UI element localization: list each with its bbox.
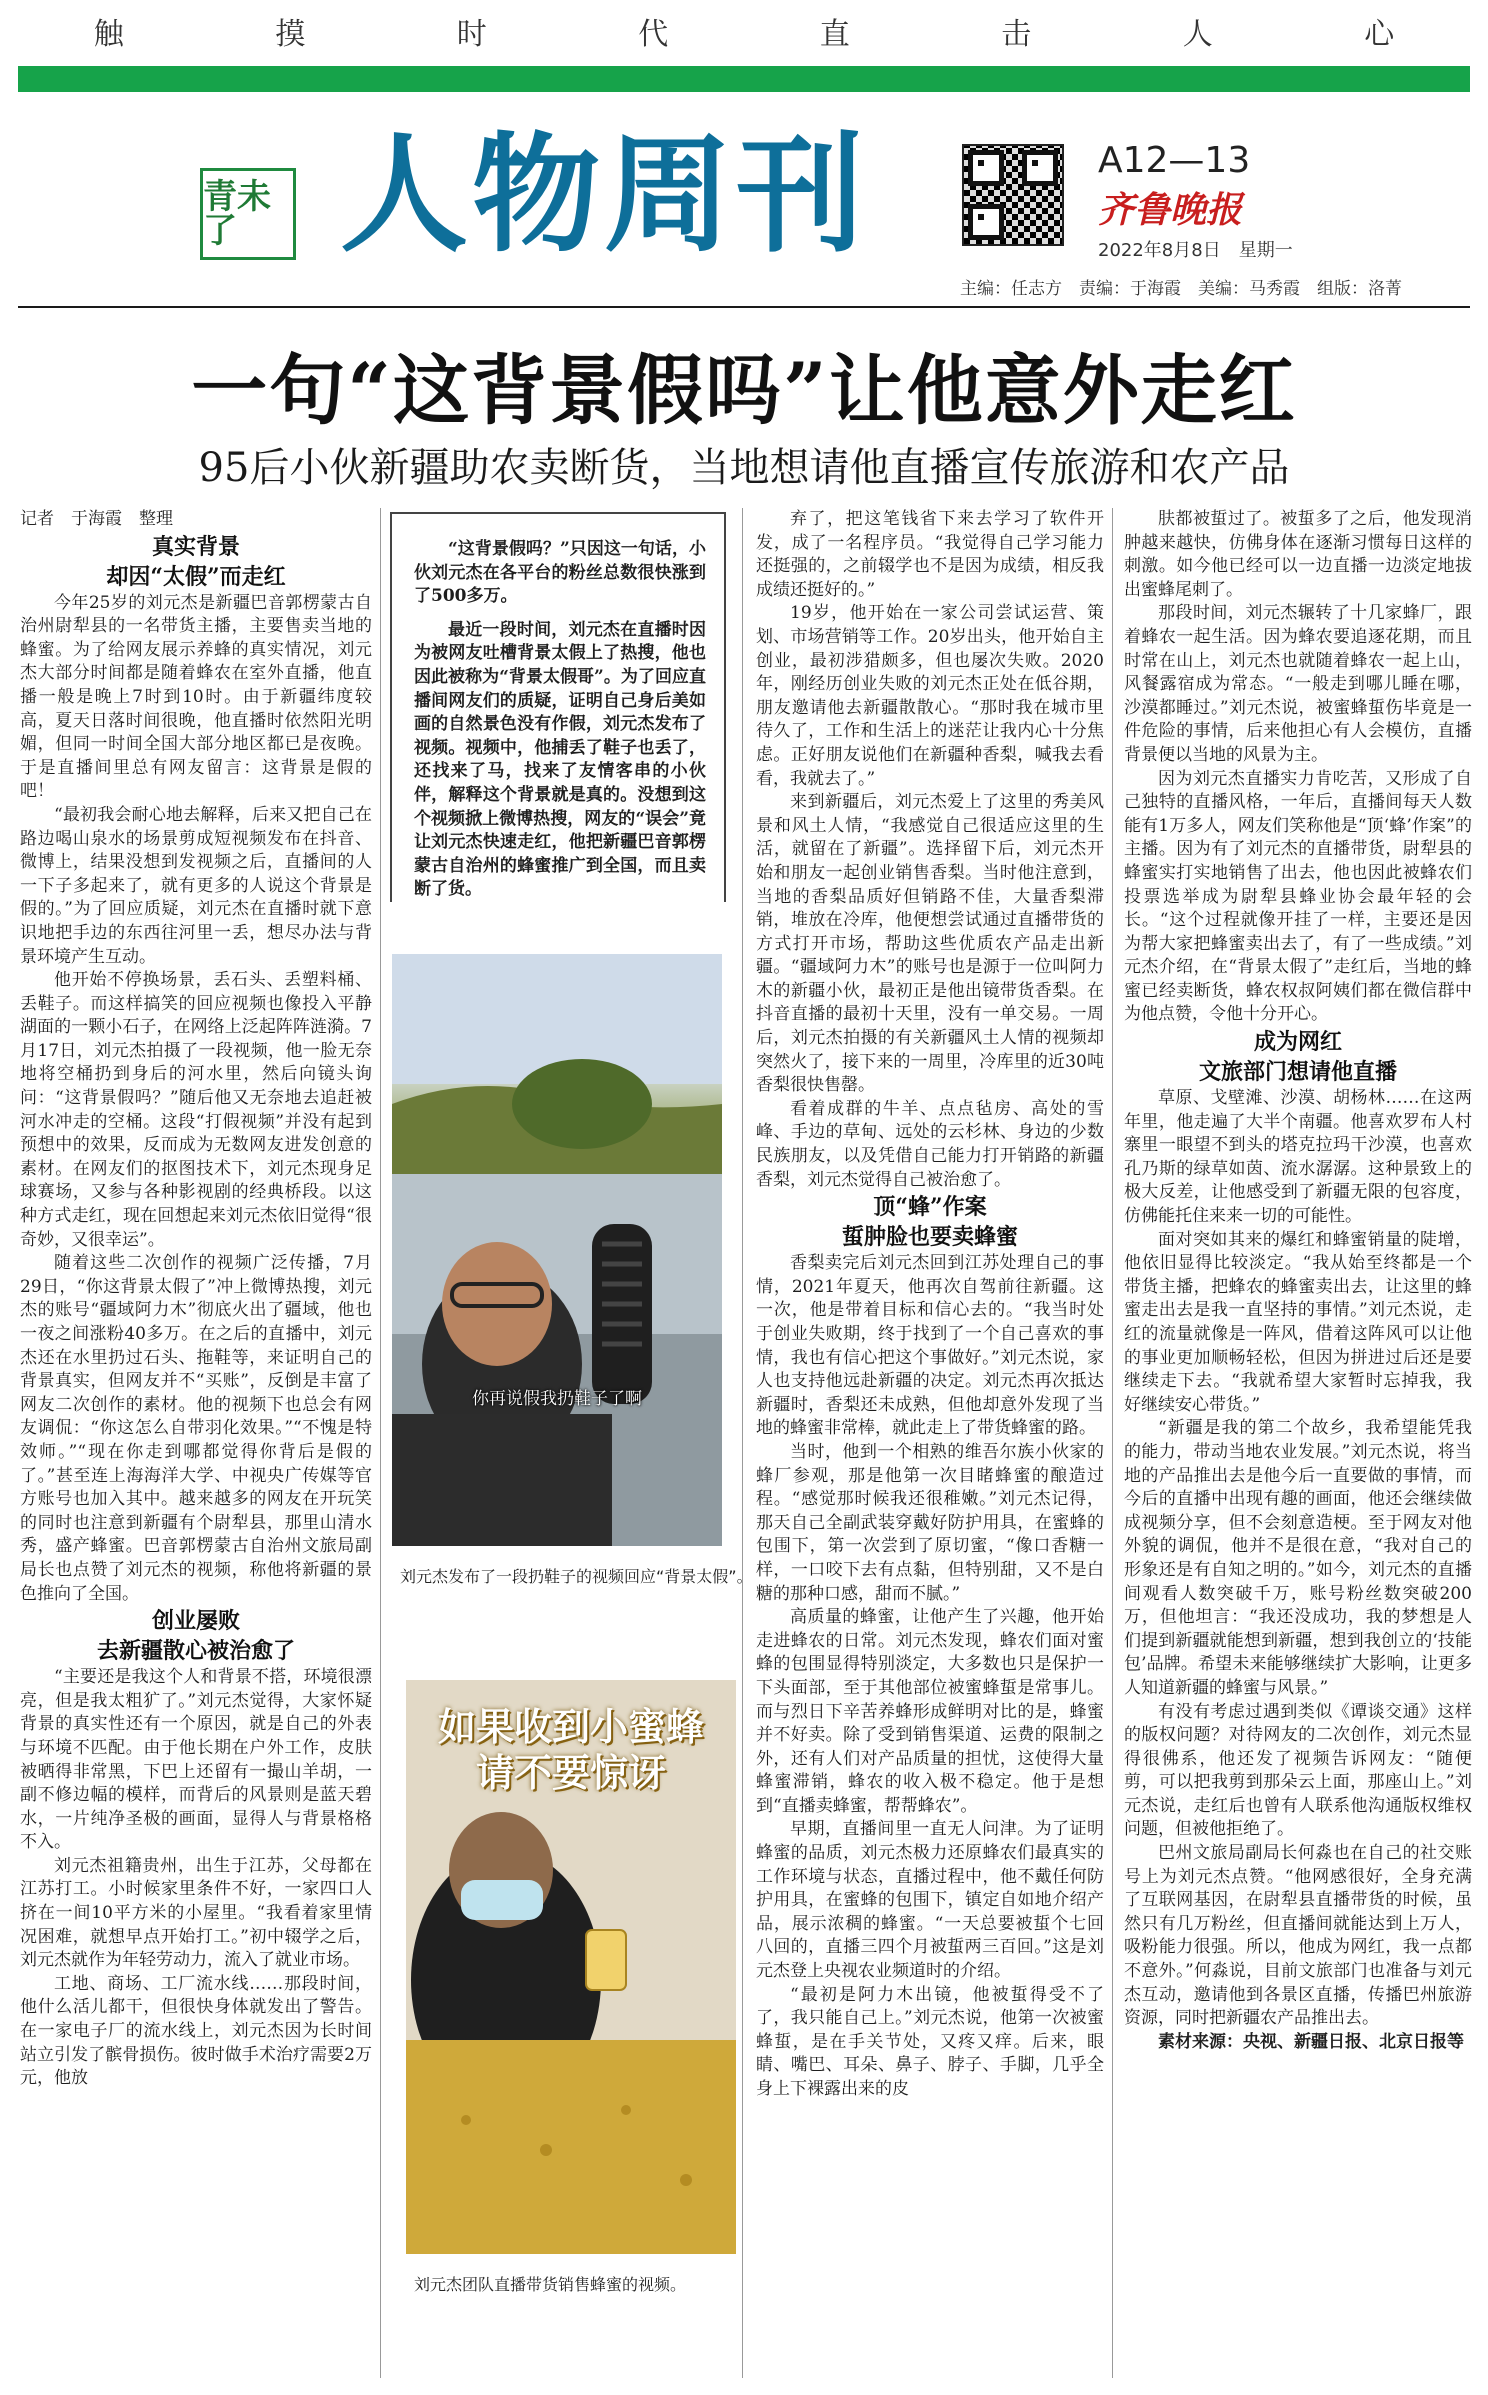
qr-code-icon (962, 144, 1064, 246)
column-divider (742, 508, 743, 2378)
body-paragraph: 巴州文旅局副局长何淼也在自己的社交账号上为刘元杰点赞。“他网感很好，全身充满了互联网基因，在尉犁县直播带货的时候，虽然只有几万粉丝，但直播间就能达到上万人，吸粉能力很强。所以，他成为网红，我一点都不意外。”何淼说，目前文旅部门也准备与刘元杰互动，邀请他到各景区直播，传播巴州旅游资源，同时把新疆农产品推出去。 (1124, 1843, 1472, 2029)
body-paragraph: 那段时间，刘元杰辗转了十几家蜂厂，跟着蜂农一起生活。因为蜂农要追逐花期，而且时常在山上，刘元杰也就随着蜂农一起上山，风餐露宿成为常态。“一般走到哪儿睡在哪，沙漠都睡过。”刘元杰说，被蜜蜂蜇伤毕竟是一件危险的事情，后来他担心有人会模仿，直播背景便以当地的风景为主。 (1124, 603, 1472, 765)
slogan-char: 击 (1001, 17, 1032, 52)
column-4-paragraphs-a (1124, 508, 1472, 1027)
slogan-char: 人 (1182, 17, 1213, 52)
lead-paragraph: “这背景假吗？”只因这一句话，小伙刘元杰在各平台的粉丝总数很快涨到了500多万。 (414, 539, 706, 607)
editor-credits: 主编：任志方 责编：于海霞 美编：马秀霞 组版：洛菁 (960, 279, 1402, 299)
issue-date: 2022年8月8日 星期一 (1098, 240, 1293, 261)
subheading-3: 顶“蜂”作案 蜇肿脸也要卖蜂蜜 (841, 1194, 1018, 1251)
body-paragraph: 香梨卖完后刘元杰回到江苏处理自己的事情，2021年夏天，他再次自驾前往新疆。这一次，他是带着目标和信心去的。“我当时处于创业失败期，终于找到了一个自己喜欢的事情，我也有信心把这个事做好。”刘元杰说，家人也支持他远赴新疆的决定。刘元杰再次抵达新疆时，香梨还未成熟，但他却意外发现了当地的蜂蜜非常棒，就此走上了带货蜂蜜的路。 (756, 1253, 1104, 1439)
body-paragraph: 草原、戈壁滩、沙漠、胡杨林……在这两年里，他走遍了大半个南疆。他喜欢罗布人村寨里一眼望不到头的塔克拉玛干沙漠，也喜欢孔乃斯的绿草如茵、流水潺潺。这种景致上的极大反差，让他感受到了新疆无限的包容度，仿佛能托住来来一切的可能性。 (1124, 1088, 1472, 1227)
body-paragraph: 来到新疆后，刘元杰爱上了这里的秀美风景和风土人情，“我感觉自己很适应这里的生活，就留在了新疆”。选择留下后，刘元杰开始和朋友一起创业销售香梨。当时他注意到，当地的香梨品质好但销路不佳，大量香梨滞销，堆放在冷库，他便想尝试通过直播带货的方式打开市场，帮助这些优质农产品走出新疆。“疆域阿力木”的账号也是源于一位叫阿力木的新疆小伙，最初正是他出镜带货香梨。在抖音直播的最初十天里，没有一单交易。一周后，刘元杰拍摄的有关新疆风土人情的视频却突然火了，接下来的一周里，冷库里的近30吨香梨很快售罄。 (756, 792, 1104, 1096)
column-divider (1112, 508, 1113, 2378)
header-divider (18, 306, 1470, 308)
body-paragraph: 他开始不停换场景，丢石头、丢塑料桶、丢鞋子。而这样搞笑的回应视频也像投入平静湖面的一颗小石子，在网络上泛起阵阵涟漪。7月17日，刘元杰拍摄了一段视频，他一脸无奈地将空桶扔到身后的河水里，然后向镜头询问：“这背景假吗？”随后他又无奈地去追赶被河水冲走的空桶。这段“打假视频”并没有起到预想中的效果，反而成为无数网友进发创意的素材。在网友们的抠图技术下，刘元杰现身足球赛场，又参与各种影视剧的经典桥段。以这种方式走红，现在回想起来刘元杰依旧觉得“很奇妙，又很幸运”。 (20, 970, 372, 1250)
source-credit: 素材来源：央视、新疆日报、北京日报等 (1158, 2031, 1464, 2052)
article-subhead: 95后小伙新疆助农卖断货，当地想请他直播宣传旅游和农产品 (198, 445, 1290, 491)
byline: 记者 于海霞 整理 (20, 509, 173, 529)
photo-2-overlay: 如果收到小蜜蜂 请不要惊讶 (437, 1705, 704, 1795)
body-paragraph: 刘元杰祖籍贵州，出生于江苏，父母都在江苏打工。小时候家里条件不好，一家四口人挤在一间10平方米的小屋里。“我看着家里情况困难，就想早点开始打工。”初中辍学之后，刘元杰就作为年轻劳动力，流入了就业市场。 (20, 1855, 372, 1971)
body-paragraph: 肤都被蜇过了。被蜇多了之后，他发现消肿越来越快，仿佛身体在逐渐习惯每日这样的刺激。如今他已经可以一边直播一边淡定地拔出蜜蜂尾刺了。 (1124, 509, 1472, 600)
slogan-char: 时 (456, 17, 487, 52)
subheading-4: 成为网红 文旅部门想请他直播 (1198, 1029, 1397, 1086)
column-1-paragraphs-b (20, 1666, 372, 2091)
body-paragraph: “主要还是我这个人和背景不搭，环境很漂亮，但是我太粗犷了。”刘元杰觉得，大家怀疑背景的真实性还有一个原因，就是自己的外表与环境不匹配。由于他长期在户外工作，皮肤被晒得非常黑，下巴上还留有一撮山羊胡，一副不修边幅的模样，而背后的风景则是蓝天碧水，一片纯净圣极的画面，显得人与背景格格不入。 (20, 1667, 372, 1853)
green-rule (18, 66, 1470, 92)
body-paragraph: “最初我会耐心地去解释，后来又把自己在路边喝山泉水的场景剪成短视频发布在抖音、微博上，结果没想到发视频之后，直播间的人一下子多起来了，就有更多的人说这个背景是假的。”为了回应质疑，刘元杰在直播时就下意识地把手边的东西往河里一丢，想尽办法与背景环境产生互动。 (20, 804, 372, 967)
page-number: A12—13 (1098, 140, 1251, 181)
body-paragraph: “最初是阿力木出镜，他被蜇得受不了了，我只能自己上。”刘元杰说，他第一次被蜜蜂蜇，是在手关节处，又疼又痒。后来，眼睛、嘴巴、耳朵、鼻子、脖子、手脚，几乎全身上下裸露出来的皮 (756, 1984, 1104, 2099)
body-paragraph: 早期，直播间里一直无人问津。为了证明蜂蜜的品质，刘元杰极力还原蜂农们最真实的工作环境与状态，直播过程中，他不戴任何防护用具，在蜜蜂的包围下，镇定自如地介绍产品，展示浓稠的蜂蜜。“一天总要被蜇个七回八回的，直播三四个月被蜇两三百回。”这是刘元杰登上央视农业频道时的介绍。 (756, 1819, 1104, 1982)
body-paragraph: 有没有考虑过遇到类似《谭谈交通》这样的版权问题？对待网友的二次创作，刘元杰显得很佛系，他还发了视频告诉网友：“随便剪，可以把我剪到那朵云上面，那座山上。”刘元杰说，走红后也曾有人联系他沟通版权维权问题，但被他拒绝了。 (1124, 1701, 1472, 1840)
photo-honey-video (406, 1680, 736, 2254)
column-3-paragraphs-b (756, 1252, 1104, 2101)
slogan-char: 直 (819, 17, 850, 52)
column-1 (20, 508, 372, 2378)
article-headline: 一句“这背景假吗”让他意外走红 (191, 346, 1297, 435)
subheading-1: 真实背景 却因“太假”而走红 (106, 533, 286, 590)
column-3 (756, 508, 1104, 2378)
slogan-char: 心 (1364, 17, 1395, 52)
logo-text: 青未了 (203, 177, 271, 251)
lead-paragraphs (414, 538, 706, 902)
body-paragraph: 面对突如其来的爆红和蜂蜜销量的陡增，他依旧显得比较淡定。“我从始至终都是一个带货主播，把蜂农的蜂蜜卖出去，让这里的蜂蜜走出去是我一直坚持的事情。”刘元杰说，走红的流量就像是一阵风，借着这阵风可以让他的事业更加顺畅轻松，但因为拼进过后还是要继续走下去。“我就希望大家暂时忘掉我，我好继续安心带货。” (1124, 1229, 1472, 1415)
column-1-paragraphs-a (20, 592, 372, 1607)
brand-logo (200, 168, 296, 260)
section-title: 人物周刊 (340, 121, 869, 270)
column-4 (1124, 508, 1472, 2378)
photo-1-overlay: 你再说假我扔鞋子了啊 (472, 1389, 642, 1409)
body-paragraph: 高质量的蜂蜜，让他产生了兴趣，他开始走进蜂农的日常。刘元杰发现，蜂农们面对蜜蜂的包围显得特别淡定，大多数也只是保护一下头面部，至于其他部位被蜜蜂蜇是常事儿。而与烈日下辛苦养蜂形成鲜明对比的是，蜂蜜并不好卖。除了受到销售渠道、运费的限制之外，还有人们对产品质量的担忧，这使得大量蜂蜜滞销，蜂农的收入极不稳定。他于是想到“直播卖蜂蜜，帮帮蜂农”。 (756, 1607, 1104, 1816)
body-paragraph: 工地、商场、工厂流水线……那段时间，他什么活儿都干，但很快身体就发出了警告。在一家电子厂的流水线上，刘元杰因为长时间站立引发了髌骨损伤。彼时做手术治疗需要2万元，他放 (20, 1973, 372, 2089)
photo-2-caption: 刘元杰团队直播带货销售蜂蜜的视频。 (414, 2275, 687, 2294)
body-paragraph: 随着这些二次创作的视频广泛传播，7月29日，“你这背景太假了”冲上微博热搜，刘元杰的账号“疆域阿力木”彻底火出了疆域，他也一夜之间涨粉40多万。在之后的直播中，刘元杰还在水里扔过石头、拖鞋等，来证明自己的背景真实，但网友并不“买账”，反倒是丰富了网友二次创作的素材。他的视频下也总会有网友调侃：“你这怎么自带羽化效果。”“不愧是特效师。”“现在你走到哪都觉得你背后是假的了。”甚至连上海海洋大学、中视央广传媒等官方账号也加入其中。越来越多的网友在开玩笑的同时也注意到新疆有个尉犁县，那里山清水秀，盛产蜂蜜。巴音郭楞蒙古自治州文旅局副局长也点赞了刘元杰的视频，称他将新疆的景色推向了全国。 (20, 1253, 372, 1604)
body-paragraph: 今年25岁的刘元杰是新疆巴音郭楞蒙古自治州尉犁县的一名带货主播，主要售卖当地的蜂蜜。为了给网友展示养蜂的真实情况，刘元杰大部分时间都是随着蜂农在室外直播，他直播一般是晚上7时到10时。由于新疆纬度较高，夏天日落时间很晚，他直播时依然阳光明媚，但同一时间全国大部分地区都已是夜晚。于是直播间里总有网友留言：这背景是假的吧！ (20, 592, 372, 802)
body-paragraph: 19岁，他开始在一家公司尝试运营、策划、市场营销等工作。20岁出头，他开始自主创业，最初涉猎颇多，但也屡次失败。2020年，刚经历创业失败的刘元杰正处在低谷期，朋友邀请他去新疆散散心。“那时我在城市里待久了，工作和生活上的迷茫让我内心十分焦虑。正好朋友说他们在新疆种香梨，喊我去看看，我就去了。” (756, 603, 1104, 789)
column-divider (380, 508, 381, 2378)
photo-shoe-video (392, 954, 722, 1546)
photo-1-caption: 刘元杰发布了一段扔鞋子的视频回应“背景太假”。 (400, 1567, 753, 1586)
slogan-char: 触 (93, 17, 124, 52)
column-4-paragraphs-b (1124, 1087, 1472, 2031)
column-3-paragraphs-a (756, 508, 1104, 1192)
body-paragraph: 当时，他到一个相熟的维吾尔族小伙家的蜂厂参观，那是他第一次目睹蜂蜜的酿造过程。“感觉那时候我还很稚嫩。”刘元杰记得，那天自己全副武装穿戴好防护用具，在蜜蜂的包围下，第一次尝到了原切蜜，“像口香糖一样，一口咬下去有点黏，但特别甜，又不是白糖的那种口感，甜而不腻。” (756, 1441, 1104, 1604)
slogan-char: 代 (638, 17, 669, 52)
newspaper-name: 齐鲁晚报 (1098, 189, 1243, 231)
photo-illustration (392, 954, 722, 1546)
lead-paragraph: 最近一段时间，刘元杰在直播时因为被网友吐槽背景太假上了热搜，他也因此被称为“背景太假哥”。为了回应直播间网友们的质疑，证明自己身后美如画的自然景色没有作假，刘元杰发布了视频。视频中，他捕丢了鞋子也丢了，还找来了马，找来了友情客串的小伙伴，解释这个背景就是真的。没想到这个视频掀上微博热搜，网友的“误会”竟让刘元杰快速走红，他把新疆巴音郭楞蒙古自治州的蜂蜜推广到全国，而且卖断了货。 (414, 619, 706, 900)
lead-box (390, 512, 726, 902)
slogan-bar (18, 0, 1470, 62)
body-paragraph: 因为刘元杰直播实力肯吃苦，又形成了自己独特的直播风格，一年后，直播间每天人数能有1万多人，网友们笑称他是“顶‘蜂’作案”的主播。因为有了刘元杰的直播带货，尉犁县的蜂蜜实打实地销售了出去，他也因此被蜂农们投票选举成为尉犁县蜂业协会最年轻的会长。“这个过程就像开挂了一样，主要还是因为帮大家把蜂蜜卖出去了，有了一些成绩。”刘元杰介绍，在“背景太假了”走红后，当地的蜂蜜已经卖断货，蜂农权叔阿姨们都在微信群中为他点赞，令他十分开心。 (1124, 768, 1472, 1025)
slogan-char: 摸 (275, 17, 306, 52)
body-paragraph: “新疆是我的第二个故乡，我希望能凭我的能力，带动当地农业发展。”刘元杰说，将当地的产品推出去是他今后一直要做的事情，而今后的直播中出现有趣的画面，他还会继续做成视频分享，但不会刻意造梗。至于网友对他外貌的调侃，他并不是很在意，“我对自己的形象还是有自知之明的。”如今，刘元杰的直播间观看人数突破千万，账号粉丝数突破200万，但他坦言：“我还没成功，我的梦想是人们提到新疆就能想到新疆，想到我创立的‘技能包’品牌。希望未来能够继续扩大影响，让更多人知道新疆的蜂蜜与风景。” (1124, 1418, 1472, 1698)
body-paragraph: 看着成群的牛羊、点点毡房、高处的雪峰、手边的草甸、远处的云杉林、身边的少数民族朋友，以及凭借自己能力打开销路的新疆香梨，刘元杰觉得自己被治愈了。 (756, 1098, 1104, 1190)
body-paragraph: 弃了，把这笔钱省下来去学习了软件开发，成了一名程序员。“我觉得自己学习能力还挺强的，之前辍学也不是因为成绩，相反我成绩还挺好的。” (756, 509, 1104, 600)
subheading-2: 创业屡败 去新疆散心被治愈了 (96, 1608, 295, 1665)
